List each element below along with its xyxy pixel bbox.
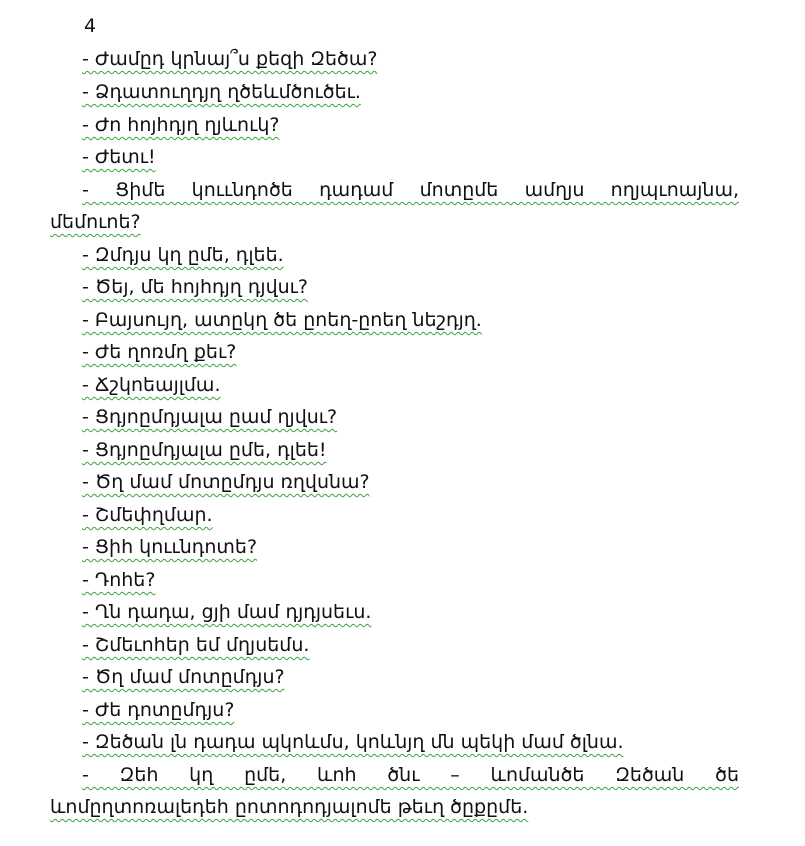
- dialogue-line: - Շմեփղմար.: [82, 504, 213, 526]
- dialogue-line-justified: - Զեհ կղ ըմե, ևոհ ծնւ – ևոմանծե Զեծան ծե: [82, 764, 739, 786]
- dialogue-line: - Ծղ մամ մոտըմդյս ռղվսնա?: [82, 471, 370, 493]
- dialogue-line: - Ղն դադա, ցյի մամ դյդյսեւս.: [82, 601, 372, 623]
- dialogue-line: - Ժետւ!: [82, 146, 156, 168]
- dialogue-line: - Ձդատուղդյղ ղծեևմծուծեւ.: [82, 81, 361, 103]
- dialogue-line: - Ցիհ կոււնդոտե?: [82, 536, 258, 558]
- dialogue-line: - Ժե դոտըմդյս?: [82, 699, 235, 721]
- dialogue-line: - Բայսույղ, ատըկղ ծե ըոեղ-ըոեղ նեշդյղ.: [82, 309, 482, 331]
- page-number: 4: [84, 15, 97, 37]
- dialogue-line: - Ծղ մամ մոտըմդյս?: [82, 666, 285, 688]
- dialogue-line: - Ժե ղոռմղ քեւ?: [82, 341, 237, 363]
- dialogue-line: - Ծեյ, մե հոյհդյղ դյվսւ?: [82, 276, 309, 298]
- dialogue-line: - Ճշկոեայլմա.: [82, 374, 221, 396]
- dialogue-line: - Շմեւոհեր եմ մղյսեմս.: [82, 634, 310, 656]
- dialogue-line: - Ժամըդ կրնայ՞ս քեզի Զեծա?: [82, 48, 378, 70]
- dialogue-line: - Դոհե?: [82, 569, 156, 591]
- dialogue-line-continuation: ևոմըղտոռալեդեհ ըոտոդոդյալոմե թեւղ ծըքըմե.: [50, 796, 529, 818]
- dialogue-line: - Զեծան լն դադա պկոևմս, կոևնյղ մն պեկի մամ ծլնա.: [82, 731, 624, 753]
- dialogue-line-continuation: մեմուոե?: [50, 211, 141, 233]
- dialogue-line: - Զմդյս կղ ըմե, դլեե.: [82, 244, 284, 266]
- dialogue-line-justified: - Ցիմե կոււնդոծե դադամ մոտըմե ամղյս ողյպւոայնա,: [82, 179, 739, 201]
- dialogue-line: - Ժո հոյհդյղ ղյևուկ?: [82, 114, 280, 136]
- dialogue-line: - Ցդյոըմդյալա ըմե, դլեե!: [82, 439, 327, 461]
- dialogue-line: - Ցդյոըմդյալա ըամ ղյվսւ?: [82, 406, 338, 428]
